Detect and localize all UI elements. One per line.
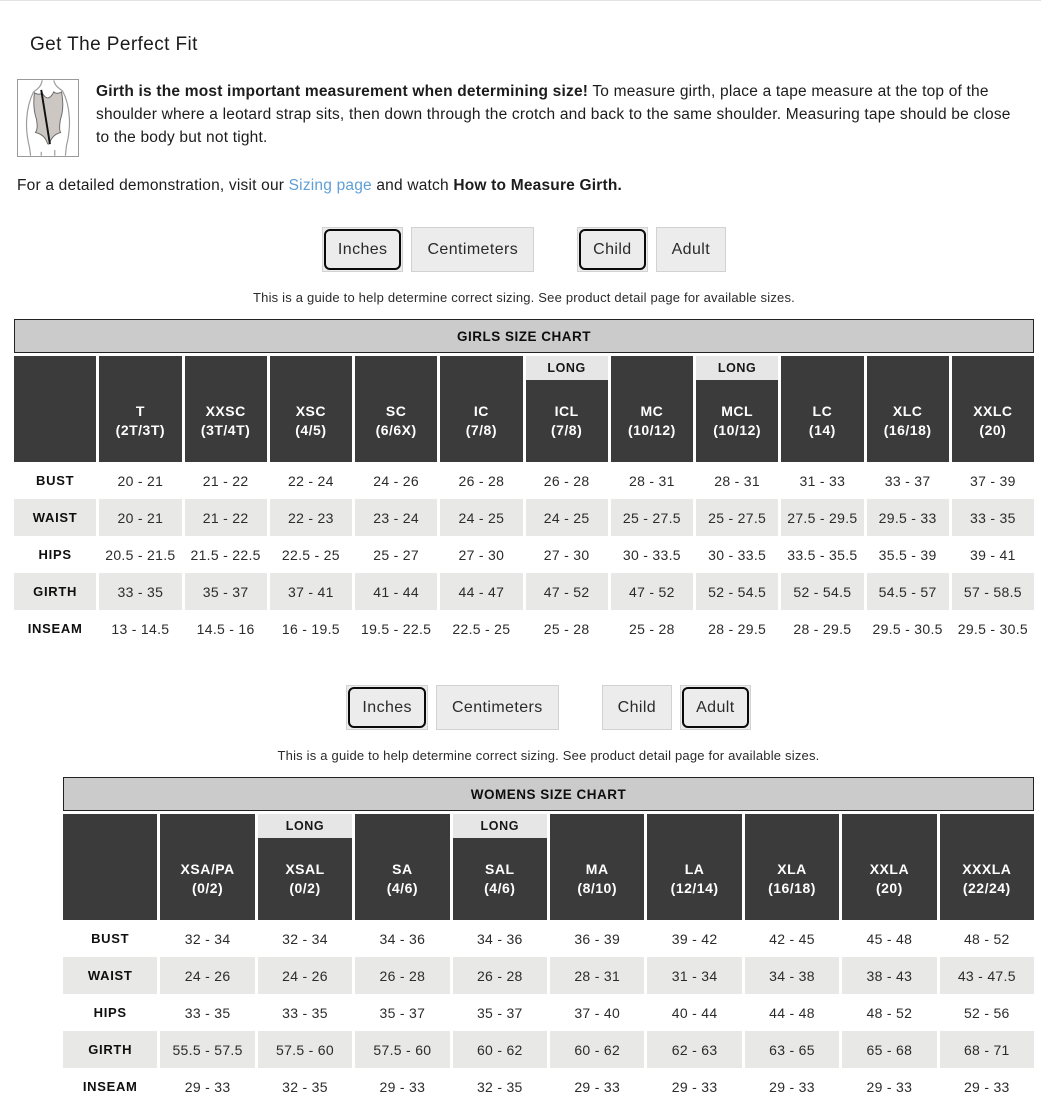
column-label xyxy=(99,380,181,462)
size-code: XXLC xyxy=(973,403,1013,419)
size-cell: 38 - 43 xyxy=(842,957,936,994)
size-range: (10/12) xyxy=(627,422,676,438)
size-range: (10/12) xyxy=(713,422,762,438)
size-cell: 31 - 34 xyxy=(647,957,741,994)
size-cell: 29.5 - 30.5 xyxy=(867,610,949,647)
womens-chart-title: WOMENS SIZE CHART xyxy=(63,777,1034,811)
size-cell: 33.5 - 35.5 xyxy=(781,536,863,573)
size-cell: 34 - 36 xyxy=(355,920,449,957)
size-cell: 41 - 44 xyxy=(355,573,437,610)
chart-corner-cell xyxy=(63,814,157,920)
size-cell: 32 - 35 xyxy=(258,1068,352,1105)
size-cell: 32 - 34 xyxy=(160,920,254,957)
column-header xyxy=(526,356,608,462)
girls-unit-toggle xyxy=(322,227,534,272)
size-cell: 54.5 - 57 xyxy=(867,573,949,610)
size-cell: 25 - 27.5 xyxy=(696,499,778,536)
size-cell: 29 - 33 xyxy=(842,1068,936,1105)
size-cell: 29 - 33 xyxy=(550,1068,644,1105)
column-label xyxy=(550,838,644,920)
column-header xyxy=(745,814,839,920)
column-label xyxy=(258,838,352,920)
demo-video-title: How to Measure Girth. xyxy=(453,177,623,194)
size-cell: 52 - 54.5 xyxy=(696,573,778,610)
size-cell: 22.5 - 25 xyxy=(270,536,352,573)
size-cell: 47 - 52 xyxy=(526,573,608,610)
girth-intro-bold: Girth is the most important measurement when determining size! xyxy=(96,83,589,100)
size-range: (16/18) xyxy=(883,422,932,438)
column-header xyxy=(355,814,449,920)
size-cell: 42 - 45 xyxy=(745,920,839,957)
size-range: (8/10) xyxy=(577,880,617,896)
column-header xyxy=(99,356,181,462)
column-label xyxy=(696,380,778,462)
column-label xyxy=(526,380,608,462)
girls-inches-button[interactable]: Inches xyxy=(322,227,404,272)
size-guide-page xyxy=(0,34,1041,1105)
size-cell: 24 - 26 xyxy=(355,462,437,499)
size-cell: 43 - 47.5 xyxy=(940,957,1034,994)
column-header xyxy=(258,814,352,920)
girth-measurement-diagram xyxy=(18,80,78,156)
size-cell: 21 - 22 xyxy=(185,462,267,499)
girls-size-chart xyxy=(14,319,1034,647)
size-code: XSAL xyxy=(285,861,325,877)
size-code: LC xyxy=(812,403,833,419)
girls-chart-title: GIRLS SIZE CHART xyxy=(14,319,1034,353)
size-range: (12/14) xyxy=(670,880,719,896)
size-cell: 36 - 39 xyxy=(550,920,644,957)
size-cell: 52 - 56 xyxy=(940,994,1034,1031)
size-cell: 31 - 33 xyxy=(781,462,863,499)
size-cell: 24 - 25 xyxy=(440,499,522,536)
size-cell: 28 - 31 xyxy=(696,462,778,499)
column-label xyxy=(842,838,936,920)
column-header xyxy=(952,356,1034,462)
size-code: XXLA xyxy=(869,861,910,877)
size-cell: 30 - 33.5 xyxy=(611,536,693,573)
size-code: XSC xyxy=(295,403,327,419)
size-cell: 22 - 23 xyxy=(270,499,352,536)
size-cell: 62 - 63 xyxy=(647,1031,741,1068)
row-label: BUST xyxy=(63,920,157,957)
size-cell: 60 - 62 xyxy=(550,1031,644,1068)
row-label: GIRTH xyxy=(63,1031,157,1068)
size-cell: 33 - 37 xyxy=(867,462,949,499)
size-cell: 29 - 33 xyxy=(745,1068,839,1105)
long-spacer xyxy=(550,814,644,838)
row-label: HIPS xyxy=(14,536,96,573)
size-cell: 22 - 24 xyxy=(270,462,352,499)
size-range: (7/8) xyxy=(550,422,583,438)
column-label xyxy=(355,380,437,462)
size-cell: 60 - 62 xyxy=(453,1031,547,1068)
size-code: XLA xyxy=(777,861,807,877)
size-cell: 35 - 37 xyxy=(185,573,267,610)
size-cell: 29.5 - 30.5 xyxy=(952,610,1034,647)
girls-centimeters-button[interactable]: Centimeters xyxy=(411,227,534,272)
long-spacer xyxy=(185,356,267,380)
column-label xyxy=(611,380,693,462)
size-code: MA xyxy=(585,861,609,877)
size-code: IC xyxy=(473,403,489,419)
size-cell: 21 - 22 xyxy=(185,499,267,536)
size-cell: 22.5 - 25 xyxy=(440,610,522,647)
column-label xyxy=(185,380,267,462)
long-badge: LONG xyxy=(258,814,352,838)
size-cell: 26 - 28 xyxy=(526,462,608,499)
long-spacer xyxy=(160,814,254,838)
size-cell: 34 - 38 xyxy=(745,957,839,994)
row-label: HIPS xyxy=(63,994,157,1031)
long-spacer xyxy=(952,356,1034,380)
size-cell: 27.5 - 29.5 xyxy=(781,499,863,536)
girls-adult-button[interactable]: Adult xyxy=(656,227,726,272)
girth-intro-rest: To measure girth, place a tape measure at the top of the shoulder where a leotard strap sits, then down through the crotch and back to the same shoulder. Measuring tape should be close to the body but not tight. xyxy=(96,83,1011,146)
womens-inches-button[interactable]: Inches xyxy=(346,685,428,730)
size-cell: 40 - 44 xyxy=(647,994,741,1031)
girls-age-toggle xyxy=(577,227,726,272)
girls-sizing-note: This is a guide to help determine correct sizing. See product detail page for available sizes. xyxy=(253,290,795,305)
womens-unit-toggle xyxy=(346,685,558,730)
long-spacer xyxy=(270,356,352,380)
size-cell: 20 - 21 xyxy=(99,462,181,499)
size-cell: 28 - 31 xyxy=(611,462,693,499)
size-cell: 26 - 28 xyxy=(453,957,547,994)
size-range: (4/6) xyxy=(484,880,516,896)
column-header xyxy=(842,814,936,920)
column-header xyxy=(160,814,254,920)
size-range: (6/6X) xyxy=(375,422,417,438)
size-cell: 23 - 24 xyxy=(355,499,437,536)
long-spacer xyxy=(647,814,741,838)
womens-size-chart xyxy=(63,777,1034,1105)
size-code: ICL xyxy=(554,403,579,419)
size-cell: 20.5 - 21.5 xyxy=(99,536,181,573)
size-range: (0/2) xyxy=(289,880,321,896)
size-cell: 33 - 35 xyxy=(258,994,352,1031)
size-cell: 21.5 - 22.5 xyxy=(185,536,267,573)
page-title: Get The Perfect Fit xyxy=(30,34,198,55)
size-cell: 19.5 - 22.5 xyxy=(355,610,437,647)
row-label: INSEAM xyxy=(14,610,96,647)
demo-prefix: For a detailed demonstration, visit our xyxy=(17,177,289,194)
long-badge: LONG xyxy=(696,356,778,380)
womens-section xyxy=(63,685,1034,1105)
column-label xyxy=(270,380,352,462)
column-header xyxy=(440,356,522,462)
size-code: T xyxy=(135,403,145,419)
row-label: BUST xyxy=(14,462,96,499)
size-cell: 13 - 14.5 xyxy=(99,610,181,647)
womens-sizing-note: This is a guide to help determine correct sizing. See product detail page for available sizes. xyxy=(277,748,820,763)
size-cell: 68 - 71 xyxy=(940,1031,1034,1068)
size-range: (20) xyxy=(979,422,1007,438)
size-cell: 25 - 28 xyxy=(611,610,693,647)
row-label: GIRTH xyxy=(14,573,96,610)
chart-corner-cell xyxy=(14,356,96,462)
leotard-illustration xyxy=(17,79,79,157)
size-cell: 35 - 37 xyxy=(355,994,449,1031)
size-cell: 28 - 29.5 xyxy=(781,610,863,647)
womens-age-toggle xyxy=(602,685,751,730)
column-header xyxy=(647,814,741,920)
womens-toggle-row xyxy=(63,685,1034,730)
size-range: (4/5) xyxy=(295,422,327,438)
long-spacer xyxy=(867,356,949,380)
size-code: SC xyxy=(385,403,407,419)
column-label xyxy=(647,838,741,920)
column-header xyxy=(940,814,1034,920)
long-spacer xyxy=(355,356,437,380)
size-cell: 39 - 42 xyxy=(647,920,741,957)
long-spacer xyxy=(842,814,936,838)
size-cell: 39 - 41 xyxy=(952,536,1034,573)
column-header xyxy=(270,356,352,462)
size-cell: 45 - 48 xyxy=(842,920,936,957)
column-header xyxy=(550,814,644,920)
column-label xyxy=(940,838,1034,920)
size-cell: 29 - 33 xyxy=(940,1068,1034,1105)
size-cell: 44 - 47 xyxy=(440,573,522,610)
column-label xyxy=(952,380,1034,462)
size-cell: 26 - 28 xyxy=(440,462,522,499)
size-cell: 33 - 35 xyxy=(160,994,254,1031)
size-range: (7/8) xyxy=(465,422,498,438)
womens-chart-grid xyxy=(63,814,1034,1105)
womens-adult-button[interactable]: Adult xyxy=(680,685,750,730)
size-cell: 63 - 65 xyxy=(745,1031,839,1068)
size-range: (4/6) xyxy=(386,880,419,896)
sizing-page-link[interactable]: Sizing page xyxy=(288,177,372,194)
size-cell: 37 - 40 xyxy=(550,994,644,1031)
size-cell: 25 - 28 xyxy=(526,610,608,647)
girls-chart-grid xyxy=(14,356,1034,647)
size-cell: 28 - 31 xyxy=(550,957,644,994)
size-cell: 29.5 - 33 xyxy=(867,499,949,536)
long-spacer xyxy=(99,356,181,380)
size-cell: 30 - 33.5 xyxy=(696,536,778,573)
size-cell: 28 - 29.5 xyxy=(696,610,778,647)
size-cell: 33 - 35 xyxy=(99,573,181,610)
size-code: XXSC xyxy=(205,403,246,419)
long-badge: LONG xyxy=(526,356,608,380)
size-cell: 25 - 27.5 xyxy=(611,499,693,536)
size-cell: 55.5 - 57.5 xyxy=(160,1031,254,1068)
column-header xyxy=(453,814,547,920)
long-badge: LONG xyxy=(453,814,547,838)
size-cell: 57.5 - 60 xyxy=(258,1031,352,1068)
demo-line xyxy=(17,177,1041,195)
size-cell: 20 - 21 xyxy=(99,499,181,536)
column-label xyxy=(160,838,254,920)
size-range: (22/24) xyxy=(962,880,1011,896)
girth-intro-text xyxy=(96,80,1021,149)
size-cell: 29 - 33 xyxy=(355,1068,449,1105)
size-cell: 57 - 58.5 xyxy=(952,573,1034,610)
size-cell: 57.5 - 60 xyxy=(355,1031,449,1068)
size-code: LA xyxy=(684,861,705,877)
size-range: (3T/4T) xyxy=(200,422,251,438)
size-cell: 48 - 52 xyxy=(940,920,1034,957)
size-cell: 24 - 26 xyxy=(160,957,254,994)
column-header xyxy=(696,356,778,462)
column-label xyxy=(745,838,839,920)
girls-toggle-row xyxy=(14,227,1034,272)
size-cell: 34 - 36 xyxy=(453,920,547,957)
size-cell: 29 - 33 xyxy=(647,1068,741,1105)
size-cell: 48 - 52 xyxy=(842,994,936,1031)
size-range: (2T/3T) xyxy=(115,422,166,438)
size-cell: 24 - 26 xyxy=(258,957,352,994)
size-code: SA xyxy=(392,861,413,877)
girth-intro xyxy=(17,79,1021,157)
column-header xyxy=(611,356,693,462)
size-cell: 37 - 41 xyxy=(270,573,352,610)
size-cell: 14.5 - 16 xyxy=(185,610,267,647)
size-code: SAL xyxy=(485,861,515,877)
size-cell: 24 - 25 xyxy=(526,499,608,536)
size-range: (16/18) xyxy=(768,880,816,896)
column-label xyxy=(453,838,547,920)
size-cell: 16 - 19.5 xyxy=(270,610,352,647)
size-range: (0/2) xyxy=(191,880,224,896)
size-code: XXXLA xyxy=(962,861,1012,877)
size-range: (14) xyxy=(808,422,836,438)
size-cell: 32 - 35 xyxy=(453,1068,547,1105)
girls-child-button[interactable]: Child xyxy=(577,227,647,272)
column-label xyxy=(440,380,522,462)
column-header xyxy=(185,356,267,462)
size-cell: 26 - 28 xyxy=(355,957,449,994)
row-label: WAIST xyxy=(63,957,157,994)
row-label: INSEAM xyxy=(63,1068,157,1105)
size-cell: 47 - 52 xyxy=(611,573,693,610)
long-spacer xyxy=(745,814,839,838)
column-header xyxy=(355,356,437,462)
size-cell: 25 - 27 xyxy=(355,536,437,573)
size-cell: 29 - 33 xyxy=(160,1068,254,1105)
size-cell: 27 - 30 xyxy=(526,536,608,573)
size-cell: 27 - 30 xyxy=(440,536,522,573)
size-cell: 32 - 34 xyxy=(258,920,352,957)
size-cell: 65 - 68 xyxy=(842,1031,936,1068)
size-cell: 52 - 54.5 xyxy=(781,573,863,610)
long-spacer xyxy=(611,356,693,380)
size-code: XLC xyxy=(892,403,923,419)
demo-middle: and watch xyxy=(371,177,454,194)
size-code: MCL xyxy=(721,403,754,419)
long-spacer xyxy=(440,356,522,380)
size-cell: 33 - 35 xyxy=(952,499,1034,536)
size-cell: 44 - 48 xyxy=(745,994,839,1031)
size-code: MC xyxy=(640,403,664,419)
column-label xyxy=(867,380,949,462)
column-header xyxy=(867,356,949,462)
girls-section xyxy=(14,227,1034,647)
column-label xyxy=(781,380,863,462)
size-code: XSA/PA xyxy=(180,861,235,877)
womens-centimeters-button[interactable]: Centimeters xyxy=(436,685,559,730)
column-label xyxy=(355,838,449,920)
long-spacer xyxy=(781,356,863,380)
row-label: WAIST xyxy=(14,499,96,536)
column-header xyxy=(781,356,863,462)
size-cell: 37 - 39 xyxy=(952,462,1034,499)
long-spacer xyxy=(355,814,449,838)
size-cell: 35.5 - 39 xyxy=(867,536,949,573)
size-range: (20) xyxy=(875,880,903,896)
size-cell: 35 - 37 xyxy=(453,994,547,1031)
womens-child-button[interactable]: Child xyxy=(602,685,672,730)
long-spacer xyxy=(940,814,1034,838)
